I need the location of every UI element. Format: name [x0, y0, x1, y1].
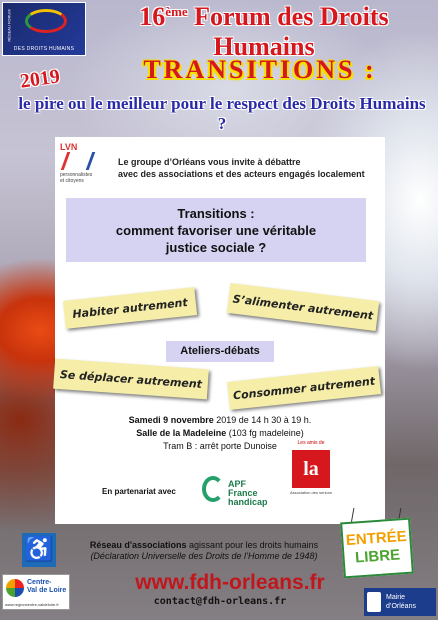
- question-line3: justice sociale ?: [165, 240, 267, 255]
- lvn-caption-line1: personnalistes: [60, 172, 93, 178]
- lvn-caption-line2: et citoyens: [60, 178, 84, 184]
- question-line1: Transitions :: [177, 206, 255, 221]
- ateliers-label: Ateliers-débats: [166, 341, 274, 362]
- vie-top: Les amis de: [297, 440, 325, 446]
- title-rest: Forum des Droits Humains: [187, 2, 389, 61]
- entree-line2: LIBRE: [354, 546, 401, 567]
- question-line2: comment favoriser une véritable: [115, 223, 317, 238]
- forum-logo-ring-icon: [25, 9, 67, 33]
- invitation-line1: Le groupe d’Orléans vous invite à débattre: [118, 157, 301, 167]
- network-bold: Réseau d'associations: [89, 540, 187, 550]
- invitation-text: [118, 156, 378, 180]
- event-date-prefix: Samedi 9 novembre: [128, 415, 214, 425]
- subtitle: le pire ou le meilleur pour le respect des Droits Humains ?: [18, 94, 426, 133]
- lvn-abbr: LVN: [60, 142, 78, 152]
- lvn-figures-icon: [61, 152, 96, 170]
- event-date: [100, 414, 340, 427]
- region-line2: Val de Loire: [27, 587, 67, 594]
- mairie-emblem-icon: [367, 592, 381, 612]
- title-number: 16: [139, 2, 166, 31]
- apf-line1: APF: [228, 479, 246, 489]
- forum-logo: [2, 2, 86, 56]
- question-box: [66, 198, 366, 262]
- apf-mark-icon: [202, 476, 224, 502]
- region-logo: [2, 574, 70, 610]
- apf-text: [228, 480, 268, 507]
- region-line1: Centre-: [27, 579, 52, 586]
- wheelchair-icon: ♿: [22, 533, 56, 567]
- vie-main: la vie: [292, 450, 330, 488]
- region-mark-icon: [6, 579, 24, 597]
- transitions-heading: TRANSITIONS :: [143, 55, 377, 84]
- mairie-line2: d’Orléans: [386, 603, 416, 610]
- declaration-text: (Déclaration Universelle des Droits de l’Homme de 1948): [90, 551, 318, 561]
- entree-line1: ENTRÉE: [345, 527, 408, 550]
- card-salimenter: S’alimenter autrement: [227, 283, 380, 331]
- partner-label: En partenariat avec: [102, 487, 176, 496]
- entree-libre-sign: [340, 518, 414, 579]
- forum-logo-text: DES DROITS HUMAINS: [13, 46, 75, 52]
- mairie-line1: Mairie: [386, 594, 406, 601]
- card-consommer: Consommer autrement: [227, 366, 381, 410]
- network-line: [64, 540, 344, 551]
- event-date-suffix: 2019 de 14 h 30 à 19 h.: [213, 415, 312, 425]
- event-tram: Tram B : arrêt porte Dunoise: [163, 441, 277, 451]
- invitation-line2: avec des associations et des acteurs engagés localement: [118, 169, 365, 179]
- amis-de-la-vie-logo: [288, 440, 334, 518]
- event-place-addr: (103 fg madeleine): [226, 428, 304, 438]
- page-title: [90, 2, 438, 62]
- content-panel: [55, 137, 385, 524]
- region-name: [27, 579, 66, 595]
- lvn-caption: [60, 172, 92, 184]
- title-superscript: ème: [165, 4, 188, 19]
- mairie-text: [386, 593, 416, 611]
- card-deplacer: Se déplacer autrement: [53, 359, 209, 400]
- network-rest: agissant pour les droits humains: [186, 540, 319, 550]
- event-place: [100, 427, 340, 440]
- region-url: www.regioncentre-valdeloire.fr: [5, 602, 59, 607]
- card-habiter: Habiter autrement: [63, 287, 197, 329]
- network-text: [64, 540, 344, 562]
- year-label: 2019: [18, 65, 62, 93]
- lvn-logo: [60, 142, 102, 188]
- event-place-name: Salle de la Madeleine: [136, 428, 227, 438]
- forum-logo-vertical-text: RÉSEAU FORUM: [6, 9, 12, 42]
- apf-line2: France: [228, 488, 258, 498]
- email-link[interactable]: contact@fdh-orleans.fr: [153, 596, 287, 607]
- apf-logo: [202, 470, 272, 512]
- mairie-logo: [364, 588, 436, 616]
- vie-bottom: Association des seniors: [289, 490, 333, 495]
- apf-line3: handicap: [228, 497, 268, 507]
- website-link[interactable]: www.fdh-orleans.fr: [135, 571, 325, 594]
